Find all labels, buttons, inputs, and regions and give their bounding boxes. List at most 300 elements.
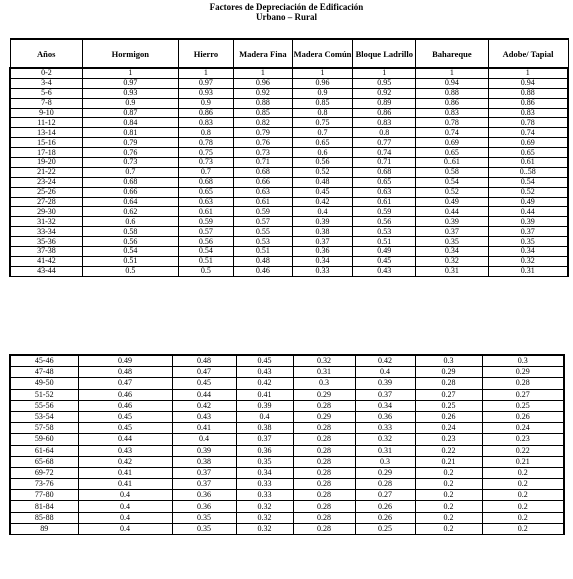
factor-cell: 0.3 <box>415 355 482 367</box>
factor-cell: 0.28 <box>293 434 355 445</box>
factor-cell: 0.94 <box>488 78 568 88</box>
age-range-cell: 13-14 <box>10 128 82 138</box>
factor-cell: 0.96 <box>292 78 353 88</box>
factor-cell: 0.64 <box>82 197 178 207</box>
factor-cell: 0.52 <box>416 187 488 197</box>
table-row <box>10 247 568 257</box>
factor-cell: 0.31 <box>293 367 355 378</box>
factor-cell: 0.3 <box>482 355 564 367</box>
factor-cell: 0.28 <box>293 512 355 523</box>
age-range-cell: 9-10 <box>10 108 82 118</box>
factor-cell: 0.71 <box>353 158 416 168</box>
factor-cell: 0.28 <box>293 400 355 411</box>
factor-cell: 0.78 <box>488 118 568 128</box>
factor-cell: 0.2 <box>415 523 482 534</box>
factor-cell: 0.28 <box>293 423 355 434</box>
factor-cell: 0.76 <box>82 148 178 158</box>
factor-cell: 0.88 <box>488 88 568 98</box>
age-range-cell: 3-4 <box>10 78 82 88</box>
factor-cell: 0.5 <box>178 266 233 276</box>
table-row <box>10 367 564 378</box>
factor-cell: 0.79 <box>234 128 293 138</box>
factor-cell: 0.44 <box>488 207 568 217</box>
factor-cell: 0.39 <box>292 217 353 227</box>
column-header: Madera Común <box>292 39 353 68</box>
factor-cell: 0.43 <box>353 266 416 276</box>
factor-cell: 0.28 <box>293 501 355 512</box>
factor-cell: 0.42 <box>172 400 236 411</box>
column-header: Bloque Ladrillo <box>353 39 416 68</box>
factor-cell: 0.51 <box>178 256 233 266</box>
factor-cell: 0.49 <box>78 355 172 367</box>
factor-cell: 0.41 <box>78 479 172 490</box>
table-row <box>10 479 564 490</box>
factor-cell: 0.57 <box>178 227 233 237</box>
table-row <box>10 108 568 118</box>
factor-cell: 1 <box>292 68 353 78</box>
factor-cell: 0.97 <box>82 78 178 88</box>
factor-cell: 0.83 <box>488 108 568 118</box>
factor-cell: 0.45 <box>292 187 353 197</box>
factor-cell: 1 <box>234 68 293 78</box>
factor-cell: 0.42 <box>78 456 172 467</box>
factor-cell: 0.28 <box>293 456 355 467</box>
factor-cell: 0.28 <box>355 479 415 490</box>
table-row <box>10 98 568 108</box>
factor-cell: 0.33 <box>236 490 293 501</box>
column-header: Años <box>10 39 82 68</box>
factor-cell: 0.44 <box>172 389 236 400</box>
factor-cell: 0.29 <box>482 367 564 378</box>
factor-cell: 0.44 <box>78 434 172 445</box>
factor-cell: 0.66 <box>82 187 178 197</box>
age-range-cell: 53-54 <box>10 411 78 422</box>
factor-cell: 0.45 <box>78 411 172 422</box>
age-range-cell: 7-8 <box>10 98 82 108</box>
factor-cell: 0.35 <box>172 523 236 534</box>
factor-cell: 0.31 <box>355 445 415 456</box>
factor-cell: 0.85 <box>234 108 293 118</box>
table-row <box>10 187 568 197</box>
factor-cell: 0.3 <box>293 378 355 389</box>
age-range-cell: 57-58 <box>10 423 78 434</box>
age-range-cell: 81-84 <box>10 501 78 512</box>
table-row <box>10 158 568 168</box>
factor-cell: 0.8 <box>178 128 233 138</box>
factor-cell: 0.36 <box>355 411 415 422</box>
factor-cell: 0.31 <box>416 266 488 276</box>
factor-cell: 0.65 <box>292 138 353 148</box>
factor-cell: 0.29 <box>415 367 482 378</box>
factor-cell: 0.8 <box>353 128 416 138</box>
factor-cell: 0.39 <box>416 217 488 227</box>
factor-cell: 0.4 <box>78 512 172 523</box>
factor-cell: 0.78 <box>416 118 488 128</box>
factor-cell: 0.39 <box>355 378 415 389</box>
factor-cell: 0.48 <box>292 177 353 187</box>
factor-cell: 0.68 <box>82 177 178 187</box>
factor-cell: 0.54 <box>416 177 488 187</box>
factor-cell: 0.26 <box>415 411 482 422</box>
factor-cell: 0.89 <box>353 98 416 108</box>
factor-cell: 0.26 <box>355 501 415 512</box>
table-row <box>10 434 564 445</box>
factor-cell: 0.37 <box>172 479 236 490</box>
factor-cell: 0.4 <box>355 367 415 378</box>
factor-cell: 0.4 <box>292 207 353 217</box>
factor-cell: 0.32 <box>488 256 568 266</box>
factor-cell: 0.29 <box>293 389 355 400</box>
table-row <box>10 128 568 138</box>
factor-cell: 0.56 <box>292 158 353 168</box>
factor-cell: 0.35 <box>488 237 568 247</box>
age-range-cell: 15-16 <box>10 138 82 148</box>
factor-cell: 0.63 <box>178 197 233 207</box>
factor-cell: 0.45 <box>78 423 172 434</box>
factor-cell: 0.57 <box>234 217 293 227</box>
column-header: Hierro <box>178 39 233 68</box>
factor-cell: 0.36 <box>236 445 293 456</box>
factor-cell: 0.45 <box>172 378 236 389</box>
factor-cell: 0.47 <box>78 378 172 389</box>
factor-cell: 0.73 <box>178 158 233 168</box>
table-row <box>10 237 568 247</box>
age-range-cell: 41-42 <box>10 256 82 266</box>
factor-cell: 0.41 <box>236 389 293 400</box>
age-range-cell: 27-28 <box>10 197 82 207</box>
factor-cell: 0.58 <box>416 167 488 177</box>
factor-cell: 0.59 <box>178 217 233 227</box>
factor-cell: 0.92 <box>234 88 293 98</box>
factor-cell: 0.45 <box>236 355 293 367</box>
factor-cell: 0.2 <box>415 501 482 512</box>
factor-cell: 0.24 <box>482 423 564 434</box>
factor-cell: 0.51 <box>353 237 416 247</box>
factor-cell: 0.65 <box>353 177 416 187</box>
factor-cell: 0.39 <box>236 400 293 411</box>
factor-cell: 0.37 <box>488 227 568 237</box>
age-range-cell: 31-32 <box>10 217 82 227</box>
factor-cell: 0.4 <box>78 501 172 512</box>
factor-cell: 1 <box>353 68 416 78</box>
factor-cell: 0.45 <box>353 256 416 266</box>
table-row <box>10 227 568 237</box>
factor-cell: 0.47 <box>172 367 236 378</box>
factor-cell: 0.65 <box>488 148 568 158</box>
age-range-cell: 19-20 <box>10 158 82 168</box>
factor-cell: 0.42 <box>236 378 293 389</box>
factor-cell: 0.5 <box>82 266 178 276</box>
factor-cell: 0.48 <box>78 367 172 378</box>
factor-cell: 0.27 <box>355 490 415 501</box>
age-range-cell: 25-26 <box>10 187 82 197</box>
factor-cell: 0.88 <box>416 88 488 98</box>
factor-cell: 0.35 <box>236 456 293 467</box>
age-range-cell: 23-24 <box>10 177 82 187</box>
table-row <box>10 411 564 422</box>
factor-cell: 0.59 <box>234 207 293 217</box>
factor-cell: 0.56 <box>178 237 233 247</box>
factor-cell: 0.86 <box>488 98 568 108</box>
factor-cell: 0.58 <box>82 227 178 237</box>
factor-cell: 0.2 <box>482 490 564 501</box>
factor-cell: 0.37 <box>292 237 353 247</box>
factor-cell: 0.46 <box>234 266 293 276</box>
table-row <box>10 167 568 177</box>
factor-cell: 0.7 <box>82 167 178 177</box>
factor-cell: 0.74 <box>353 148 416 158</box>
factor-cell: 0.52 <box>292 167 353 177</box>
factor-cell: 0.38 <box>172 456 236 467</box>
table-row <box>10 445 564 456</box>
factor-cell: 0.76 <box>234 138 293 148</box>
factor-cell: 0.54 <box>82 247 178 257</box>
factor-cell: 0.28 <box>293 479 355 490</box>
factor-cell: 0.73 <box>234 148 293 158</box>
factor-cell: 0.53 <box>353 227 416 237</box>
column-header: Madera Fina <box>234 39 293 68</box>
factor-cell: 0.4 <box>236 411 293 422</box>
factor-cell: 0.49 <box>416 197 488 207</box>
factor-cell: 0.42 <box>292 197 353 207</box>
factor-cell: 0.95 <box>353 78 416 88</box>
age-range-cell: 49-50 <box>10 378 78 389</box>
factor-cell: 0.96 <box>234 78 293 88</box>
factor-cell: 0.22 <box>482 445 564 456</box>
factor-cell: 0.84 <box>82 118 178 128</box>
table-row <box>10 355 564 367</box>
factor-cell: 0.92 <box>353 88 416 98</box>
age-range-cell: 11-12 <box>10 118 82 128</box>
factor-cell: 0.54 <box>488 177 568 187</box>
age-range-cell: 55-56 <box>10 400 78 411</box>
factor-cell: 0..58 <box>488 167 568 177</box>
factor-cell: 0.48 <box>172 355 236 367</box>
factor-cell: 0.27 <box>482 389 564 400</box>
table-header-row <box>10 39 568 68</box>
factor-cell: 0.3 <box>355 456 415 467</box>
factor-cell: 0.34 <box>236 467 293 478</box>
factor-cell: 0..61 <box>416 158 488 168</box>
factor-cell: 0.75 <box>292 118 353 128</box>
factor-cell: 0.41 <box>172 423 236 434</box>
factor-cell: 0.36 <box>172 490 236 501</box>
factor-cell: 0.28 <box>482 378 564 389</box>
factor-cell: 0.36 <box>172 501 236 512</box>
factor-cell: 0.41 <box>78 467 172 478</box>
age-range-cell: 45-46 <box>10 355 78 367</box>
column-header: Bahareque <box>416 39 488 68</box>
factor-cell: 0.88 <box>234 98 293 108</box>
factor-cell: 0.37 <box>355 389 415 400</box>
age-range-cell: 47-48 <box>10 367 78 378</box>
factor-cell: 0.49 <box>488 197 568 207</box>
age-range-cell: 5-6 <box>10 88 82 98</box>
factor-cell: 0.73 <box>82 158 178 168</box>
table-row <box>10 148 568 158</box>
factor-cell: 0.24 <box>415 423 482 434</box>
factor-cell: 0.44 <box>416 207 488 217</box>
table-row <box>10 400 564 411</box>
factor-cell: 0.2 <box>415 479 482 490</box>
factor-cell: 0.2 <box>482 479 564 490</box>
age-range-cell: 21-22 <box>10 167 82 177</box>
table-row <box>10 68 568 78</box>
factor-cell: 0.22 <box>415 445 482 456</box>
factor-cell: 0.23 <box>415 434 482 445</box>
factor-cell: 0.37 <box>236 434 293 445</box>
factor-cell: 0.78 <box>178 138 233 148</box>
factor-cell: 0.51 <box>82 256 178 266</box>
factor-cell: 0.51 <box>234 247 293 257</box>
table-row <box>10 501 564 512</box>
factor-cell: 0.28 <box>293 445 355 456</box>
factor-cell: 0.85 <box>292 98 353 108</box>
factor-cell: 0.2 <box>482 501 564 512</box>
table-row <box>10 266 568 276</box>
factor-cell: 0.46 <box>78 400 172 411</box>
table-row <box>10 78 568 88</box>
factor-cell: 0.68 <box>178 177 233 187</box>
factor-cell: 0.65 <box>178 187 233 197</box>
factor-cell: 0.42 <box>355 355 415 367</box>
factor-cell: 0.83 <box>353 118 416 128</box>
factor-cell: 0.34 <box>416 247 488 257</box>
factor-cell: 0.54 <box>178 247 233 257</box>
factor-cell: 0.26 <box>355 512 415 523</box>
factor-cell: 0.39 <box>172 445 236 456</box>
factor-cell: 0.2 <box>482 523 564 534</box>
factor-cell: 0.55 <box>234 227 293 237</box>
factor-cell: 0.2 <box>482 512 564 523</box>
factor-cell: 0.28 <box>293 523 355 534</box>
factor-cell: 0.56 <box>353 217 416 227</box>
document-title <box>0 2 573 22</box>
factor-cell: 0.4 <box>172 434 236 445</box>
table-row <box>10 456 564 467</box>
factor-cell: 0.25 <box>415 400 482 411</box>
age-range-cell: 29-30 <box>10 207 82 217</box>
table-row <box>10 256 568 266</box>
age-range-cell: 89 <box>10 523 78 534</box>
factor-cell: 0.63 <box>234 187 293 197</box>
table-row <box>10 490 564 501</box>
factor-cell: 0.49 <box>353 247 416 257</box>
age-range-cell: 85-88 <box>10 512 78 523</box>
factor-cell: 0.37 <box>416 227 488 237</box>
factor-cell: 0.39 <box>488 217 568 227</box>
factor-cell: 0.68 <box>353 167 416 177</box>
factor-cell: 0.62 <box>82 207 178 217</box>
age-range-cell: 77-80 <box>10 490 78 501</box>
column-header: Hormigon <box>82 39 178 68</box>
factor-cell: 0.38 <box>236 423 293 434</box>
factor-cell: 0.66 <box>234 177 293 187</box>
factor-cell: 0.31 <box>488 266 568 276</box>
factor-cell: 0.63 <box>353 187 416 197</box>
factor-cell: 0.23 <box>482 434 564 445</box>
age-range-cell: 33-34 <box>10 227 82 237</box>
age-range-cell: 37-38 <box>10 247 82 257</box>
factor-cell: 0.27 <box>415 389 482 400</box>
age-range-cell: 59-60 <box>10 434 78 445</box>
factor-cell: 0.61 <box>488 158 568 168</box>
factor-cell: 0.43 <box>236 367 293 378</box>
factor-cell: 0.33 <box>236 479 293 490</box>
factor-cell: 0.71 <box>234 158 293 168</box>
factor-cell: 0.36 <box>292 247 353 257</box>
depreciation-table-part-1 <box>9 38 569 277</box>
factor-cell: 0.32 <box>236 523 293 534</box>
factor-cell: 0.61 <box>353 197 416 207</box>
table-row <box>10 512 564 523</box>
factor-cell: 0.32 <box>293 355 355 367</box>
table-body-bottom <box>10 355 564 535</box>
factor-cell: 0.79 <box>82 138 178 148</box>
age-range-cell: 17-18 <box>10 148 82 158</box>
table-row <box>10 467 564 478</box>
factor-cell: 0.87 <box>82 108 178 118</box>
table-row <box>10 118 568 128</box>
depreciation-table-part-2 <box>9 354 565 535</box>
factor-cell: 0.25 <box>482 400 564 411</box>
factor-cell: 0.93 <box>178 88 233 98</box>
factor-cell: 0.2 <box>415 512 482 523</box>
factor-cell: 0.34 <box>292 256 353 266</box>
factor-cell: 0.32 <box>236 501 293 512</box>
factor-cell: 0.37 <box>172 467 236 478</box>
table-row <box>10 207 568 217</box>
factor-cell: 0.9 <box>82 98 178 108</box>
factor-cell: 0.28 <box>293 467 355 478</box>
factor-cell: 0.6 <box>292 148 353 158</box>
factor-cell: 0.7 <box>292 128 353 138</box>
factor-cell: 0.93 <box>82 88 178 98</box>
factor-cell: 0.2 <box>415 467 482 478</box>
factor-cell: 0.9 <box>292 88 353 98</box>
age-range-cell: 0-2 <box>10 68 82 78</box>
factor-cell: 0.46 <box>78 389 172 400</box>
title-line-2: Urbano – Rural <box>255 12 317 22</box>
factor-cell: 0.52 <box>488 187 568 197</box>
factor-cell: 0.65 <box>416 148 488 158</box>
factor-cell: 1 <box>82 68 178 78</box>
table-row <box>10 423 564 434</box>
factor-cell: 0.21 <box>482 456 564 467</box>
column-header: Adobe/ Tapial <box>488 39 568 68</box>
factor-cell: 0.61 <box>178 207 233 217</box>
factor-cell: 0.32 <box>355 434 415 445</box>
factor-cell: 0.68 <box>234 167 293 177</box>
factor-cell: 0.35 <box>172 512 236 523</box>
factor-cell: 0.8 <box>292 108 353 118</box>
table-row <box>10 389 564 400</box>
factor-cell: 0.61 <box>234 197 293 207</box>
age-range-cell: 65-68 <box>10 456 78 467</box>
factor-cell: 0.82 <box>234 118 293 128</box>
factor-cell: 0.86 <box>178 108 233 118</box>
factor-cell: 0.35 <box>416 237 488 247</box>
factor-cell: 0.86 <box>416 98 488 108</box>
factor-cell: 0.2 <box>482 467 564 478</box>
factor-cell: 1 <box>416 68 488 78</box>
factor-cell: 0.34 <box>355 400 415 411</box>
factor-cell: 0.34 <box>488 247 568 257</box>
factor-cell: 0.74 <box>416 128 488 138</box>
factor-cell: 0.43 <box>78 445 172 456</box>
factor-cell: 0.75 <box>178 148 233 158</box>
factor-cell: 0.97 <box>178 78 233 88</box>
